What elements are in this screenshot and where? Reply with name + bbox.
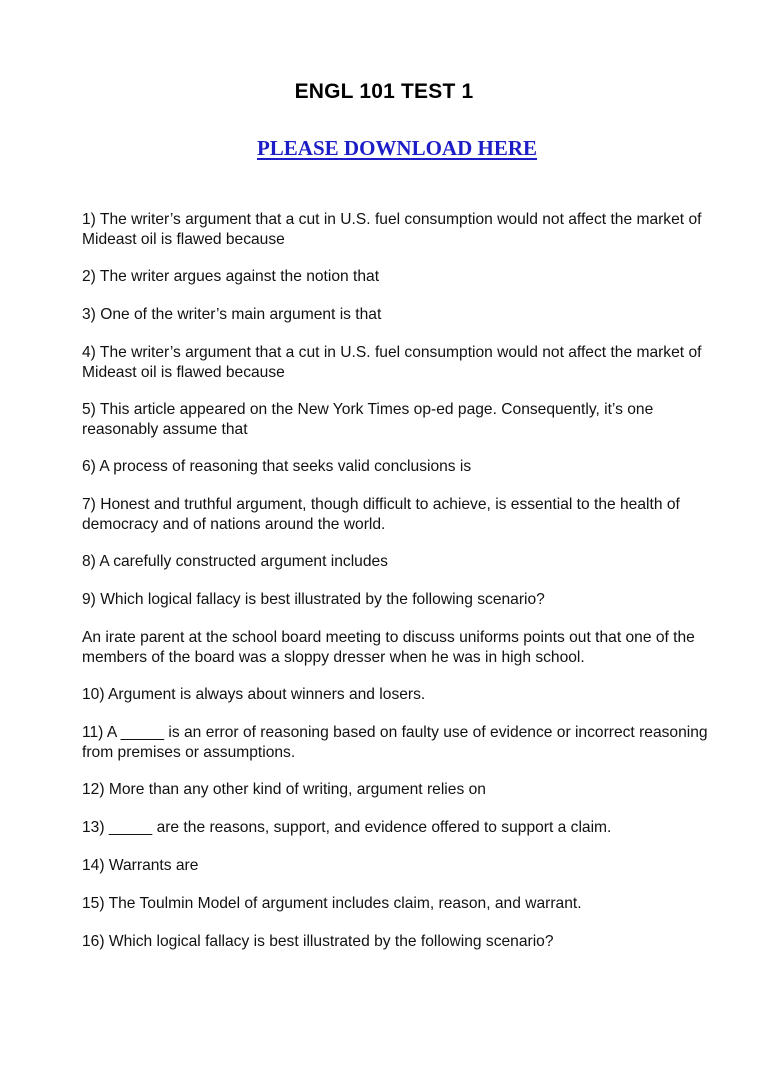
question-1: 1) The writer’s argument that a cut in U.S. fuel consumption would not affect the market of Mideast oil is flawed because <box>82 211 702 248</box>
question-9: 9) Which logical fallacy is best illustrated by the following scenario? <box>82 591 545 608</box>
page-title: ENGL 101 TEST 1 <box>294 80 474 103</box>
question-15: 15) The Toulmin Model of argument includes claim, reason, and warrant. <box>82 895 582 912</box>
question-list <box>82 210 722 970</box>
question-14: 14) Warrants are <box>82 857 199 874</box>
question-4: 4) The writer’s argument that a cut in U.S. fuel consumption would not affect the market of Mideast oil is flawed because <box>82 344 702 381</box>
question-16: 16) Which logical fallacy is best illustrated by the following scenario? <box>82 933 554 950</box>
question-11: 11) A _____ is an error of reasoning based on faulty use of evidence or incorrect reasoning from premises or assumptions. <box>82 724 708 761</box>
question-10: 10) Argument is always about winners and losers. <box>82 686 426 703</box>
question-12: 12) More than any other kind of writing, argument relies on <box>82 781 486 798</box>
question-8: 8) A carefully constructed argument includes <box>82 553 388 570</box>
question-9-scenario: An irate parent at the school board meeting to discuss uniforms points out that one of the members of the board was a sloppy dresser when he was in high school. <box>82 629 695 666</box>
download-link[interactable]: PLEASE DOWNLOAD HERE <box>256 136 538 160</box>
question-2: 2) The writer argues against the notion that <box>82 268 380 285</box>
question-7: 7) Honest and truthful argument, though difficult to achieve, is essential to the health of democracy and of nations around the world. <box>82 496 680 533</box>
question-13: 13) _____ are the reasons, support, and evidence offered to support a claim. <box>82 819 612 836</box>
question-6: 6) A process of reasoning that seeks valid conclusions is <box>82 458 472 475</box>
question-3: 3) One of the writer’s main argument is that <box>82 306 382 323</box>
question-5: 5) This article appeared on the New York Times op-ed page. Consequently, it’s one reasonably assume that <box>82 401 654 438</box>
